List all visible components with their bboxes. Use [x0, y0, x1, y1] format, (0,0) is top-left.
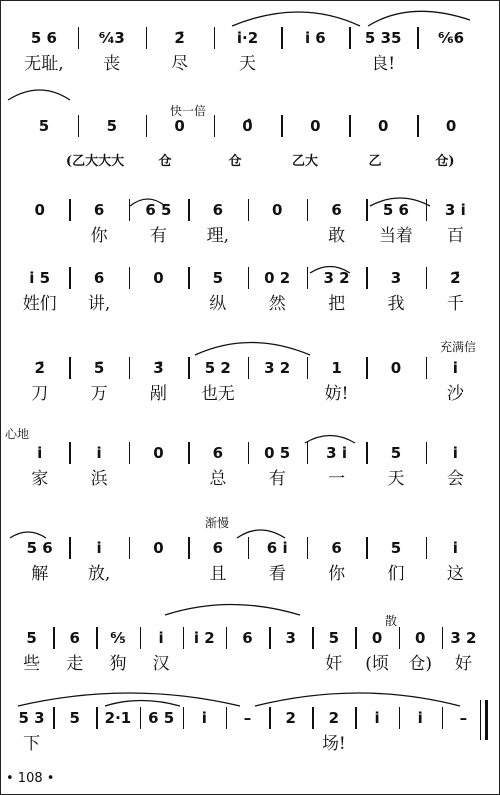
barline	[442, 627, 444, 649]
barline	[312, 707, 314, 729]
barline	[129, 357, 131, 379]
lyric-syllable: 我	[387, 294, 405, 314]
lyric-syllable: 会	[446, 469, 464, 489]
barline	[214, 115, 216, 137]
barline	[69, 267, 71, 289]
note-group: 0̂	[242, 117, 253, 135]
note-group: 6 5	[148, 709, 175, 727]
note-group: i	[201, 709, 207, 727]
note-group: i	[452, 539, 458, 557]
lyric-syllable: 们	[387, 564, 405, 584]
note-group: 0 2	[264, 269, 291, 287]
note-group: 5̄	[93, 359, 105, 377]
barline	[417, 115, 419, 137]
barline	[307, 199, 309, 221]
note-group: 3 2	[323, 269, 350, 287]
barline	[281, 115, 283, 137]
note-group: 2	[285, 709, 296, 727]
barline	[129, 199, 131, 221]
lyric-syllable: 下	[23, 734, 41, 754]
barline	[281, 27, 283, 49]
barline	[248, 267, 250, 289]
lyric-syllable: 万	[90, 384, 108, 404]
lyric-syllable: 场!	[321, 734, 346, 754]
barline	[129, 267, 131, 289]
page-number: • 108 •	[6, 771, 55, 786]
note-group: ⁶⁄₅	[110, 629, 126, 647]
lyric-syllable: 然	[268, 294, 286, 314]
barline	[399, 707, 401, 729]
note-group: 2	[328, 709, 340, 727]
lyric-syllable: 良!	[371, 54, 396, 74]
note-group: 5	[212, 269, 224, 287]
barline	[183, 707, 185, 729]
note-group: ⁶⁄₆6	[438, 29, 465, 47]
note-group: 6	[331, 201, 342, 219]
barline	[129, 537, 131, 559]
barline	[248, 537, 250, 559]
barline	[214, 27, 216, 49]
barline	[426, 442, 428, 464]
lyric-syllable: 沙	[446, 384, 464, 404]
lyric-syllable: 你	[328, 564, 346, 584]
note-group: 3 i	[444, 201, 466, 219]
barline	[183, 627, 185, 649]
note-group: 3 i	[326, 444, 347, 462]
note-group: 5 6	[26, 539, 53, 557]
note-group: i	[158, 629, 164, 647]
barline	[366, 537, 368, 559]
lyric-syllable: 理,	[206, 226, 230, 246]
barline	[96, 707, 98, 729]
note-group: 5	[328, 629, 340, 647]
note-group: 5 3	[18, 709, 45, 727]
note-group: 5	[390, 444, 402, 462]
barline	[188, 537, 190, 559]
final-barline	[480, 700, 488, 740]
lyric-syllable: 仓)	[408, 654, 433, 674]
percussion-syllable: 仓	[228, 154, 242, 169]
barline	[426, 537, 428, 559]
barline	[307, 442, 309, 464]
barline	[442, 707, 444, 729]
barline	[140, 707, 142, 729]
note-group: 5 2	[204, 359, 231, 377]
note-group: 6 i	[266, 539, 288, 557]
barline	[307, 537, 309, 559]
lyric-syllable: 天	[387, 469, 405, 489]
lyric-syllable: 讲,	[87, 294, 111, 314]
barline	[269, 707, 271, 729]
lyric-syllable: 姓们	[22, 294, 57, 314]
lyric-syllable: 奸	[325, 654, 343, 674]
barline	[349, 27, 351, 49]
lyric-syllable: 有	[149, 226, 167, 246]
barline	[312, 627, 314, 649]
note-group: 6	[331, 539, 342, 557]
barline	[426, 357, 428, 379]
lyric-syllable: 纵	[209, 294, 227, 314]
lyric-syllable: 刀	[31, 384, 49, 404]
percussion-syllable: 乙	[368, 154, 382, 169]
note-group: 5	[390, 539, 402, 557]
note-group: 5 6	[30, 29, 57, 47]
note-group: 6	[212, 201, 224, 219]
note-group: 2̄	[450, 269, 461, 287]
note-group: i 5	[29, 269, 51, 287]
note-group: 2̄	[174, 29, 185, 47]
lyric-syllable: 且	[209, 564, 227, 584]
note-group: 6	[212, 539, 224, 557]
lyric-syllable: 妨!	[324, 384, 349, 404]
barline	[366, 267, 368, 289]
note-group: 5 6	[382, 201, 409, 219]
note-group: i	[96, 539, 102, 557]
lyric-syllable: 这	[446, 564, 464, 584]
barline	[426, 267, 428, 289]
barline	[399, 627, 401, 649]
lyric-syllable: 你	[90, 226, 108, 246]
note-group: 0	[271, 201, 283, 219]
lyric-syllable: 汉	[152, 654, 170, 674]
note-group: i	[417, 709, 423, 727]
percussion-syllable: 仓	[158, 154, 172, 169]
lyric-syllable: 敢	[328, 226, 346, 246]
lyric-syllable: 走	[66, 654, 84, 674]
barline	[129, 442, 131, 464]
note-group: 5	[26, 629, 37, 647]
barline	[69, 537, 71, 559]
note-group: –	[243, 709, 252, 727]
note-group: 3	[285, 629, 296, 647]
barline	[366, 199, 368, 221]
note-group: 0	[174, 117, 185, 135]
lyric-syllable: 百	[446, 226, 464, 246]
lyric-syllable: 一	[328, 469, 346, 489]
note-group: i	[452, 359, 458, 377]
barline	[188, 267, 190, 289]
barline	[426, 199, 428, 221]
lyric-syllable: 好	[454, 654, 472, 674]
note-group: 3̄	[153, 359, 164, 377]
note-group: 6	[93, 269, 105, 287]
note-group: 0	[153, 269, 164, 287]
note-group: 5	[69, 709, 80, 727]
barline	[78, 115, 80, 137]
note-group: 2̄	[34, 359, 45, 377]
tempo-annotation: 散	[385, 614, 398, 628]
note-group: 3 2	[450, 629, 477, 647]
note-group: i 6	[304, 29, 326, 47]
barline	[146, 27, 148, 49]
note-group: 6	[242, 629, 253, 647]
barline	[355, 707, 357, 729]
tempo-annotation: 快一倍	[170, 104, 207, 118]
lyric-syllable: 天	[239, 54, 256, 74]
lyric-syllable: 有	[268, 469, 286, 489]
note-group: i·2	[236, 29, 259, 47]
lyric-syllable: 放,	[87, 564, 111, 584]
note-group: 1	[331, 359, 342, 377]
barline	[366, 357, 368, 379]
note-group: i 2	[193, 629, 215, 647]
note-group: 6 5	[145, 201, 172, 219]
lyric-syllable: 千	[446, 294, 464, 314]
note-group: 0 5	[264, 444, 291, 462]
tempo-annotation: 充满信	[440, 340, 477, 354]
note-group: i	[96, 444, 102, 462]
note-group: 0	[377, 117, 389, 135]
lyric-syllable: 解	[31, 564, 49, 584]
lyric-syllable: 家	[31, 469, 49, 489]
lyric-syllable: 当着	[378, 226, 413, 246]
note-group: 5 35	[364, 29, 402, 47]
tempo-annotation: 渐慢	[205, 516, 230, 530]
lyric-syllable: 把	[328, 294, 346, 314]
barline	[355, 627, 357, 649]
barline	[307, 267, 309, 289]
percussion-syllable: (乙大大大	[65, 154, 125, 169]
note-group: 6	[212, 444, 224, 462]
note-group: i	[374, 709, 380, 727]
lyric-syllable: 也无	[200, 384, 235, 404]
note-group: –	[459, 709, 468, 727]
barline	[349, 115, 351, 137]
note-group: 0	[310, 117, 321, 135]
barline	[78, 27, 80, 49]
barline	[53, 707, 55, 729]
barline	[226, 707, 228, 729]
note-group: 0	[390, 359, 402, 377]
note-group: 0	[153, 539, 164, 557]
lyric-syllable: (顷	[365, 654, 389, 674]
lyric-syllable: 丧	[103, 54, 121, 74]
barline	[69, 357, 71, 379]
note-group: 6	[69, 629, 80, 647]
note-group: 2·1	[104, 709, 132, 727]
percussion-syllable: 仓)	[435, 154, 455, 169]
barline	[188, 199, 190, 221]
barline	[53, 627, 55, 649]
lyric-syllable: 尽	[171, 54, 189, 74]
barline	[146, 115, 148, 137]
lyric-syllable: 无耻,	[24, 54, 64, 74]
lyric-syllable: 浜	[90, 469, 108, 489]
barline	[188, 442, 190, 464]
lyric-syllable: 剐	[149, 384, 167, 404]
note-group: ⁶⁄₄3	[98, 29, 125, 47]
barline	[248, 357, 250, 379]
note-group: 3	[390, 269, 402, 287]
note-group: 3 2	[264, 359, 291, 377]
note-group: i	[452, 444, 458, 462]
lyric-syllable: 狗	[109, 654, 127, 674]
note-group: 0	[34, 201, 45, 219]
barline	[307, 357, 309, 379]
barline	[248, 442, 250, 464]
barline	[248, 199, 250, 221]
barline	[417, 27, 419, 49]
barline	[96, 627, 98, 649]
tempo-annotation: 心地	[5, 427, 30, 441]
note-group: i	[37, 444, 43, 462]
barline	[140, 627, 142, 649]
barline	[69, 199, 71, 221]
note-group: 0	[415, 629, 426, 647]
note-group: 0	[445, 117, 457, 135]
lyric-syllable: 些	[23, 654, 41, 674]
note-group: 0	[153, 444, 164, 462]
note-group: 5	[38, 117, 50, 135]
note-group: 0	[371, 629, 383, 647]
barline	[269, 627, 271, 649]
barline	[366, 442, 368, 464]
lyric-syllable: 总	[209, 469, 227, 489]
percussion-syllable: 乙大	[291, 154, 319, 169]
barline	[226, 627, 228, 649]
lyric-syllable: 看	[268, 564, 286, 584]
note-group: 5	[106, 117, 117, 135]
note-group: 6	[93, 201, 105, 219]
barline	[69, 442, 71, 464]
barline	[188, 357, 190, 379]
